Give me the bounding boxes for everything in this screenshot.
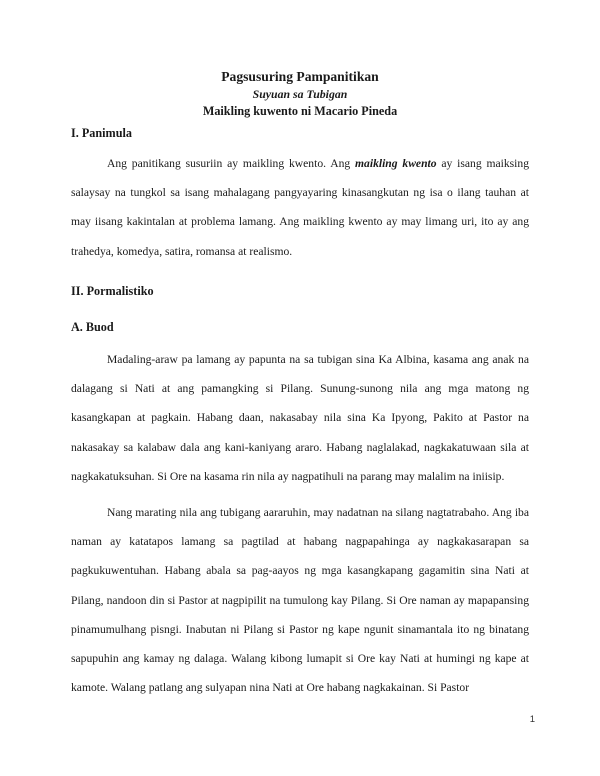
page-number: 1 [529,714,535,725]
document-title: Pagsusuring Pampanitikan [221,69,379,84]
subsection-heading-buod: A. Buod [71,320,114,334]
document-subtitle: Suyuan sa Tubigan [252,87,348,101]
author-line: Maikling kuwento ni Macario Pineda [202,104,398,118]
section-heading-pormalistiko: II. Pormalistiko [71,284,154,298]
intro-paragraph [71,149,529,266]
section-heading-panimula: I. Panimula [71,126,132,140]
summary-paragraph-1: Madaling-araw pa lamang ay papunta na sa tubigan sina Ka Albina, kasama ang anak na dalagang si Nati at ang pamangking si Pilang. Sunung-sunong nila ang mga matong ng kasangkapan at pagkain. Habang daan, nakasabay nila sina Ka Ipyong, Pakito at Pastor na nakasakay sa kalabaw dala ang kani-kaniyang araro. Habang naglalakad, nagkakatuwaan sila at nagkakatuksuhan. Si Ore na kasama rin nila ay nagpatihuli na parang may malalim na iniisip. [71,353,529,483]
intro-text-before: Ang panitikang susuriin ay maikling kwento. Ang [107,157,356,170]
intro-text-after: ay isang maiksing salaysay na tungkol sa isang mahalagang pangyayaring kinasangkutan ng isa o ilang tauhan at may iisang kakintalan at problema lamang. Ang maikling kwento ay may limang uri, ito ay ang trahedya, komedya, satira, romansa at realismo. [71,157,529,258]
summary-paragraph-2: Nang marating nila ang tubigang aararuhin, may nadatnan na silang nagtatrabaho. Ang iba naman ay katatapos lamang sa pagtilad at habang nagpapahinga ay nagkakasarapan sa pagkukuwentuhan. Habang abala sa pag-aayos ng mga kasangkapang gagamitin sina Nati at Pilang, nandoon din si Pastor at nagpipilit na tumulong kay Pilang. Si Ore naman ay mapapansing pinamumulhang pisngi. Inabutan ni Pilang si Pastor ng kape ngunit sinamantala ito ng binatang sapupuhin ang kamay ng dalaga. Walang kibong lumapit si Ore kay Nati at humingi ng kape at kamote. Walang patlang ang sulyapan nina Nati at Ore habang nagkakainan. Si Pastor [71,506,529,695]
intro-emphasis-term: maikling kwento [355,157,437,170]
